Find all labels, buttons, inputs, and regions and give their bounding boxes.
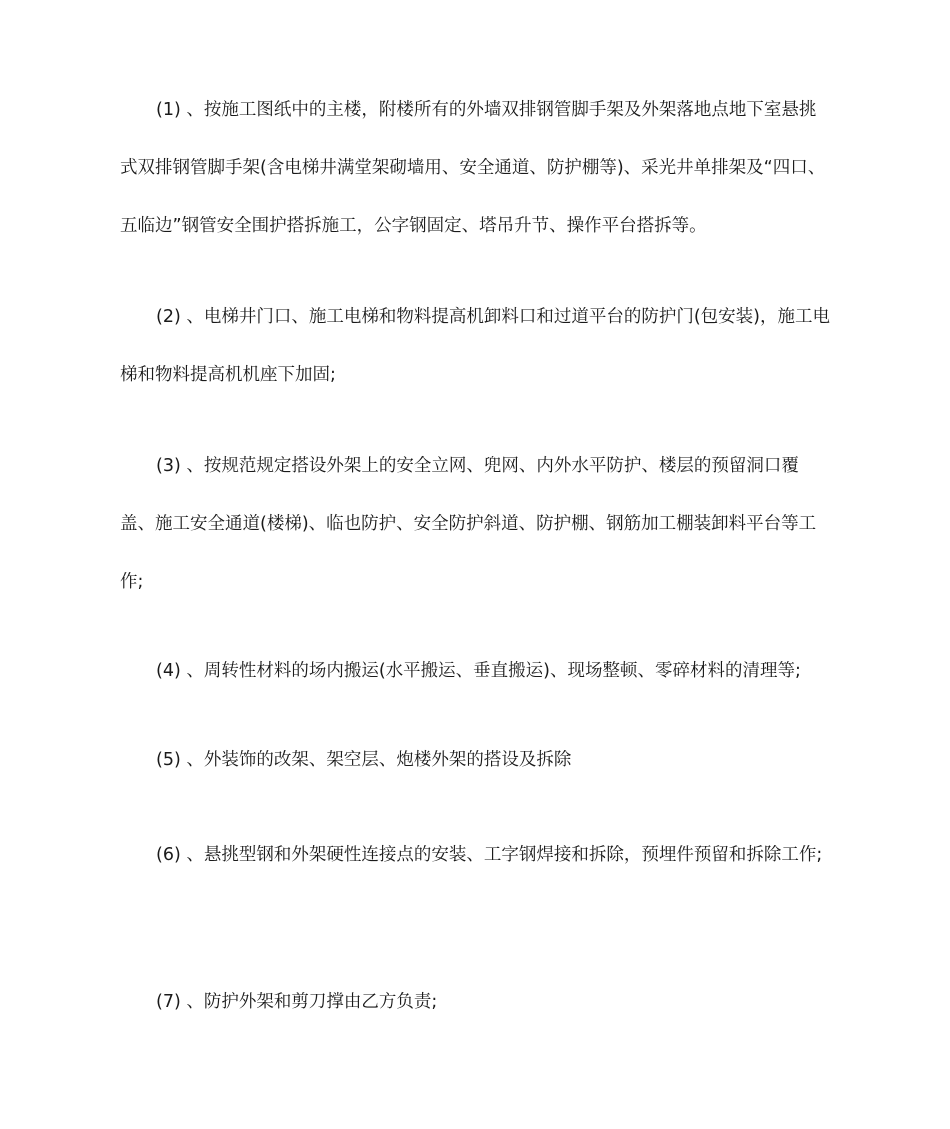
paragraph-item-5: (5) 、外装饰的改架、架空层、炮楼外架的搭设及拆除	[156, 750, 572, 770]
paragraph-item-1: (1) 、按施工图纸中的主楼，附楼所有的外墙双排钢管脚手架及外架落地点地下室悬挑式双排钢管脚手架(含电梯井满堂架砌墙用、安全通道、防护棚等)、采光井单排架及“四口、五临边”钢管安全围护搭拆施工，公字钢固定、塔吊升节、操作平台搭拆等。	[120, 100, 826, 236]
paragraph-item-6: (6) 、悬挑型钢和外架硬性连接点的安装、工字钢焊接和拆除，预埋件预留和拆除工作;	[156, 845, 823, 865]
paragraph-item-7: (7) 、防护外架和剪刀撑由乙方负责;	[156, 992, 438, 1012]
paragraph-item-4: (4) 、周转性材料的场内搬运(水平搬运、垂直搬运)、现场整顿、零碎材料的清理等;	[156, 661, 801, 681]
paragraph-item-3: (3) 、按规范规定搭设外架上的安全立网、兜网、内外水平防护、楼层的预留洞口覆盖、施工安全通道(楼梯)、临也防护、安全防护斜道、防护棚、钢筋加工棚装卸料平台等工作;	[120, 456, 817, 592]
paragraph-item-2: (2) 、电梯井门口、施工电梯和物料提高机卸料口和过道平台的防护门(包安装)，施工电梯和物料提高机机座下加固;	[120, 307, 831, 385]
